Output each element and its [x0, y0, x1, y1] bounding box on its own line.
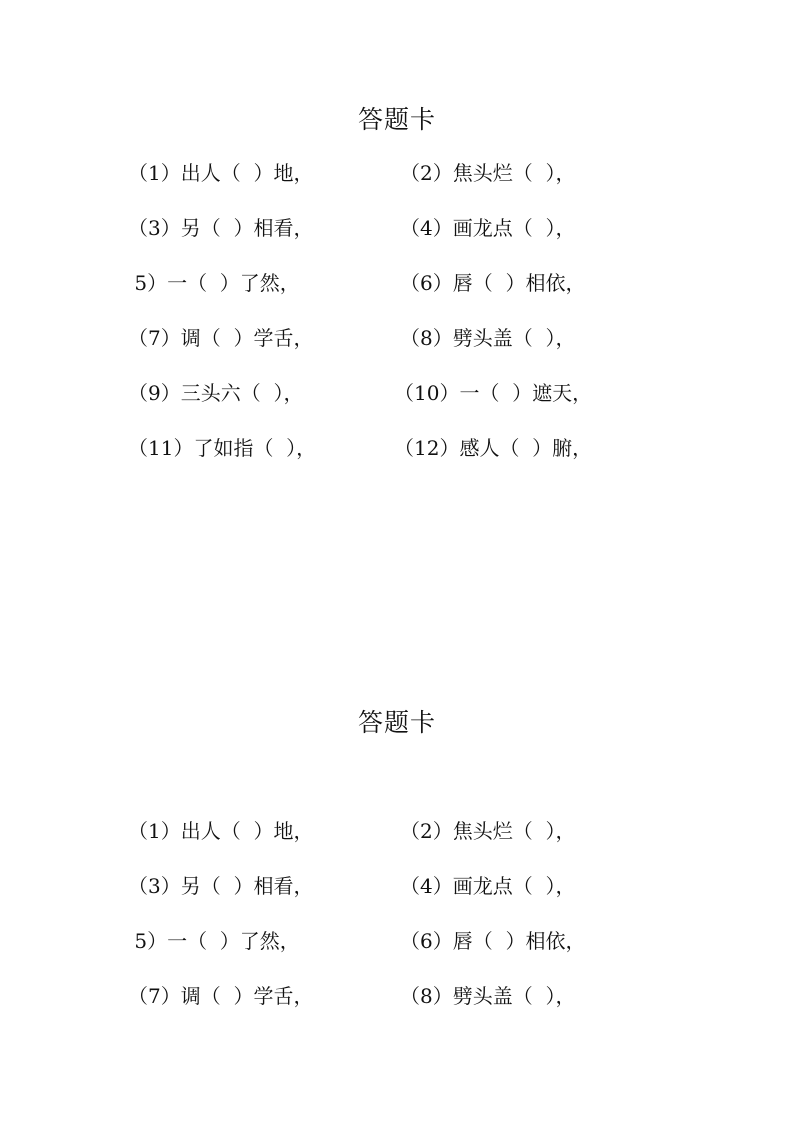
- question-1: （1）出人（ ）地，: [128, 161, 314, 185]
- question-5: 5）一（ ）了然，: [128, 271, 300, 295]
- question-9: （9）三头六（ ），: [128, 381, 304, 405]
- question-12: （12）感人（ ）腑，: [394, 436, 593, 460]
- question-row: [0, 213, 794, 243]
- question-row: [0, 378, 794, 408]
- question-row: [0, 323, 794, 353]
- question-row: [0, 268, 794, 298]
- question-row: [0, 871, 794, 901]
- question-4: （4）画龙点（ ），: [400, 216, 576, 240]
- question-6: （6）唇（ ）相依，: [400, 929, 586, 953]
- question-7: （7）调（ ）学舌，: [128, 984, 314, 1008]
- question-4: （4）画龙点（ ），: [400, 874, 576, 898]
- question-2: （2）焦头烂（ ），: [400, 819, 576, 843]
- question-3: （3）另（ ）相看，: [128, 874, 314, 898]
- question-row: [0, 158, 794, 188]
- question-7: （7）调（ ）学舌，: [128, 326, 314, 350]
- question-row: [0, 981, 794, 1011]
- question-11: （11）了如指（ ），: [128, 436, 317, 460]
- question-10: （10）一（ ）遮天，: [394, 381, 593, 405]
- question-8: （8）劈头盖（ ），: [400, 326, 576, 350]
- question-1: （1）出人（ ）地，: [128, 819, 314, 843]
- question-5: 5）一（ ）了然，: [128, 929, 300, 953]
- card-title: 答题卡: [357, 708, 436, 737]
- question-row: [0, 433, 794, 463]
- question-2: （2）焦头烂（ ），: [400, 161, 576, 185]
- question-row: [0, 926, 794, 956]
- question-6: （6）唇（ ）相依，: [400, 271, 586, 295]
- question-8: （8）劈头盖（ ），: [400, 984, 576, 1008]
- question-row: [0, 816, 794, 846]
- question-3: （3）另（ ）相看，: [128, 216, 314, 240]
- card-title: 答题卡: [357, 105, 436, 134]
